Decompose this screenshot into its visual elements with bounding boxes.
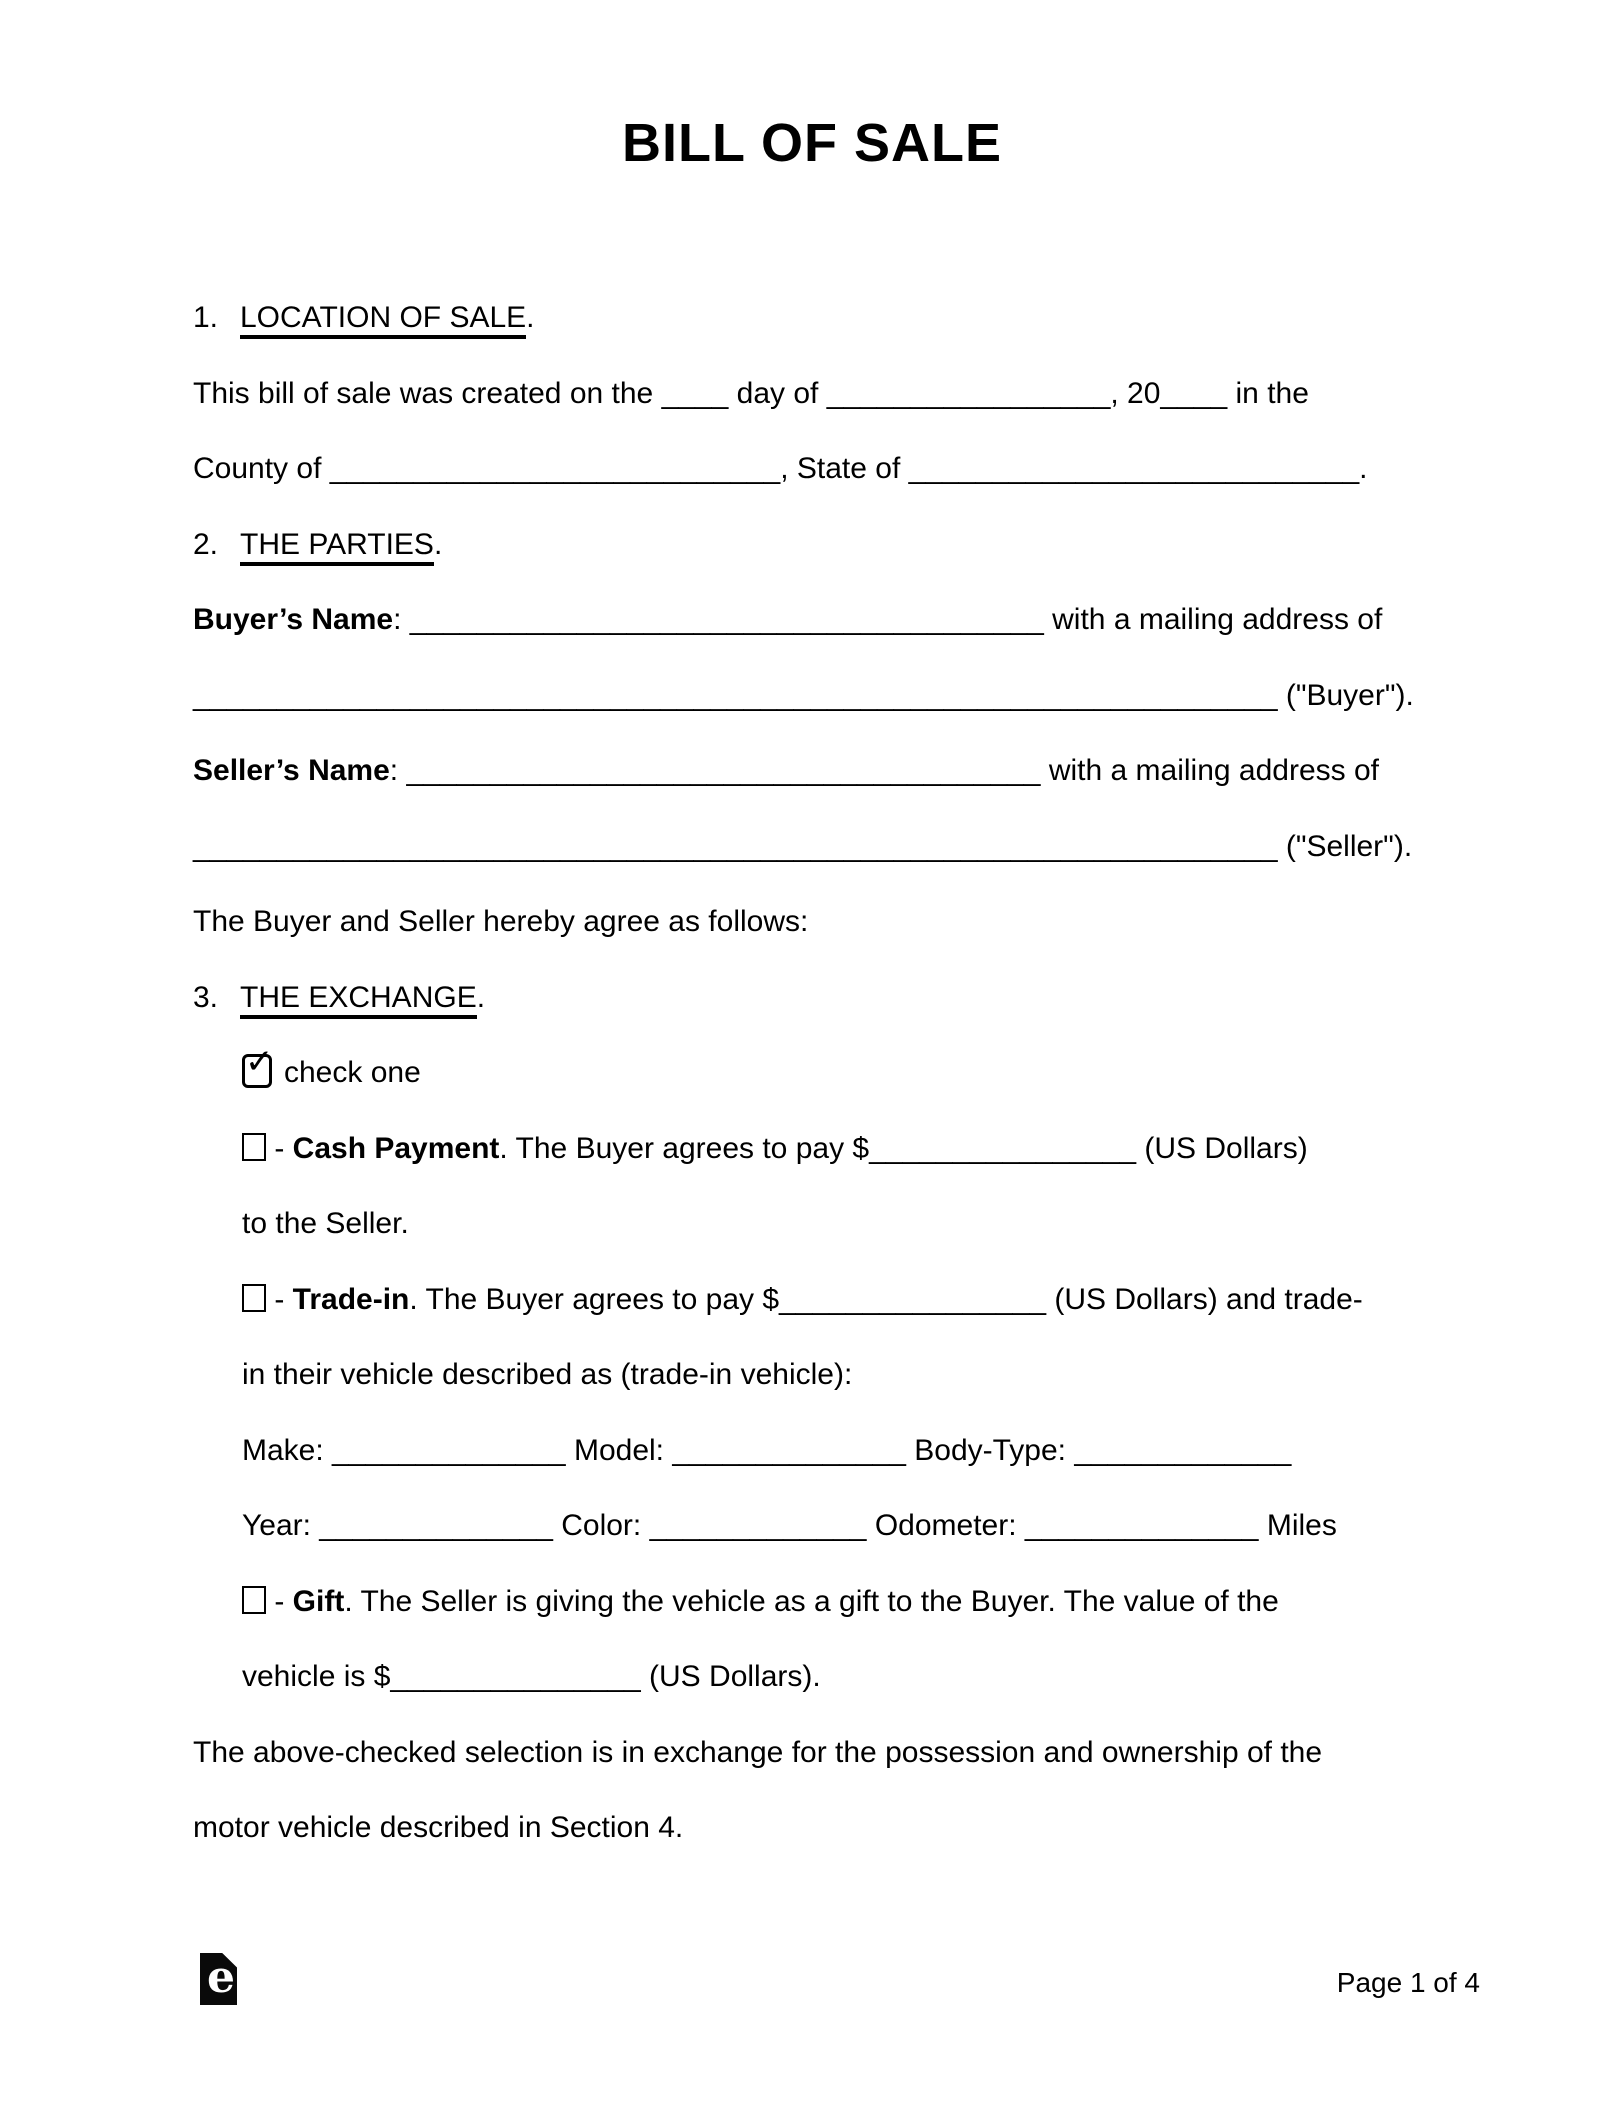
vehicle-year-line — [193, 1488, 1453, 1564]
location-paragraph-line-1 — [193, 356, 1453, 432]
eforms-logo-letter: e — [207, 1952, 235, 2003]
cash-payment-continuation — [193, 1186, 1453, 1262]
section-3-period: . — [476, 980, 486, 1014]
buyer-address-line — [193, 658, 1453, 734]
buyer-name-blank[interactable]: ______________________________________ — [409, 603, 1044, 636]
page-number: Page 1 of 4 — [1336, 1967, 1480, 1998]
cash-payment-line — [193, 1111, 1453, 1187]
seller-name-label: Seller’s Name — [193, 754, 390, 787]
gift-continuation — [193, 1639, 1453, 1715]
seller-designation-text: ("Seller"). — [1277, 829, 1413, 863]
miles-label: Miles — [1258, 1509, 1337, 1542]
trade-in-checkbox[interactable] — [242, 1284, 266, 1312]
trade-dash: - — [266, 1282, 293, 1316]
section-3-heading: THE EXCHANGE — [240, 981, 477, 1019]
section-1-period: . — [526, 301, 535, 334]
cash-amount-blank[interactable]: ________________ — [869, 1131, 1137, 1165]
gift-cont-text: vehicle is $ — [242, 1660, 391, 1693]
vehicle-year-blank[interactable]: ______________ — [319, 1509, 553, 1542]
odometer-blank[interactable]: ______________ — [1024, 1509, 1259, 1542]
agreement-intro-text: The Buyer and Seller hereby agree as follows: — [193, 905, 809, 938]
month-blank[interactable]: _________________ — [826, 376, 1111, 410]
section-2-heading-line — [193, 507, 1453, 583]
document-body — [193, 280, 1453, 1866]
seller-address-blank[interactable]: _________________________________________________________________ — [193, 829, 1278, 863]
trade-in-label: Trade-in — [292, 1282, 410, 1316]
cash-payment-tail: (US Dollars) — [1136, 1131, 1308, 1165]
color-label: Color: — [552, 1509, 650, 1542]
day-blank[interactable]: ____ — [661, 376, 729, 410]
location-text: in the — [1227, 376, 1309, 410]
location-text: , 20 — [1110, 376, 1161, 410]
model-label: Model: — [565, 1433, 673, 1467]
trade-in-continuation — [193, 1337, 1453, 1413]
make-blank[interactable]: ______________ — [332, 1433, 566, 1467]
location-text: , State of — [780, 452, 909, 485]
seller-mailing-text: with a mailing address of — [1040, 754, 1379, 787]
trade-in-line — [193, 1262, 1453, 1338]
section-3-number: 3. — [193, 980, 219, 1014]
section-2-heading: THE PARTIES — [240, 528, 434, 566]
gift-dash: - — [266, 1584, 293, 1618]
gift-label: Gift — [292, 1584, 345, 1618]
check-one-checkbox[interactable] — [242, 1043, 274, 1088]
buyer-address-blank[interactable]: _________________________________________________________________ — [193, 678, 1278, 712]
location-paragraph-line-2 — [193, 431, 1453, 507]
buyer-name-line — [193, 582, 1453, 658]
check-one-label: check one — [284, 1056, 421, 1089]
location-text: day of — [728, 376, 827, 410]
vehicle-make-line — [193, 1413, 1453, 1489]
location-text: County of — [193, 452, 330, 485]
section-2-period: . — [433, 527, 443, 561]
seller-address-line — [193, 809, 1453, 885]
cash-payment-label: Cash Payment — [292, 1131, 500, 1165]
trade-amount-blank[interactable]: ________________ — [779, 1282, 1046, 1316]
year-blank[interactable]: ____ — [1160, 376, 1228, 410]
gift-checkbox[interactable] — [242, 1586, 266, 1614]
body-type-blank[interactable]: _____________ — [1074, 1433, 1292, 1467]
trade-in-tail: (US Dollars) and trade- — [1046, 1282, 1363, 1316]
closing-text: The above-checked selection is in exchange for the possession and ownership of the — [193, 1735, 1323, 1769]
cash-dash: - — [266, 1131, 293, 1165]
check-one-line — [193, 1035, 1453, 1111]
buyer-colon: : — [393, 603, 410, 636]
gift-value-blank[interactable]: _______________ — [390, 1660, 641, 1693]
buyer-designation-text: ("Buyer"). — [1277, 678, 1414, 712]
year-label: Year: — [242, 1509, 320, 1542]
buyer-mailing-text: with a mailing address of — [1043, 603, 1383, 636]
seller-name-line — [193, 733, 1453, 809]
seller-colon: : — [389, 754, 407, 787]
trade-in-cont-text: in their vehicle described as (trade-in vehicle): — [242, 1358, 853, 1391]
gift-line — [193, 1564, 1453, 1640]
state-blank[interactable]: ___________________________ — [908, 452, 1360, 485]
location-text: . — [1359, 452, 1368, 485]
gift-text: . The Seller is giving the vehicle as a gift to the Buyer. The value of the — [344, 1584, 1279, 1618]
buyer-name-label: Buyer’s Name — [193, 603, 394, 636]
closing-paragraph-line-1 — [193, 1715, 1453, 1791]
cash-payment-checkbox[interactable] — [242, 1133, 266, 1161]
odometer-label: Odometer: — [866, 1509, 1025, 1542]
page-title: BILL OF SALE — [621, 113, 1002, 173]
section-1-heading: LOCATION OF SALE — [240, 301, 526, 339]
section-3-heading-line — [193, 960, 1453, 1036]
body-type-label: Body-Type: — [905, 1433, 1075, 1467]
model-blank[interactable]: ______________ — [672, 1433, 906, 1467]
section-1-number: 1. — [193, 301, 219, 334]
section-2-number: 2. — [193, 527, 219, 561]
closing-paragraph-line-2 — [193, 1790, 1453, 1866]
checkmark-icon: ✓ — [245, 1043, 274, 1081]
agreement-intro-line — [193, 884, 1453, 960]
closing-text: motor vehicle described in Section 4. — [193, 1811, 684, 1844]
location-text: This bill of sale was created on the — [193, 376, 662, 410]
cash-payment-cont-text: to the Seller. — [242, 1207, 409, 1240]
cash-payment-text: . The Buyer agrees to pay $ — [499, 1131, 870, 1165]
section-1-heading-line — [193, 280, 1453, 356]
color-blank[interactable]: _____________ — [649, 1509, 867, 1542]
county-blank[interactable]: ___________________________ — [329, 452, 781, 485]
trade-in-text: . The Buyer agrees to pay $ — [409, 1282, 780, 1316]
seller-name-blank[interactable]: ______________________________________ — [406, 754, 1041, 787]
make-label: Make: — [242, 1433, 333, 1467]
gift-cont-tail: (US Dollars). — [640, 1660, 821, 1693]
